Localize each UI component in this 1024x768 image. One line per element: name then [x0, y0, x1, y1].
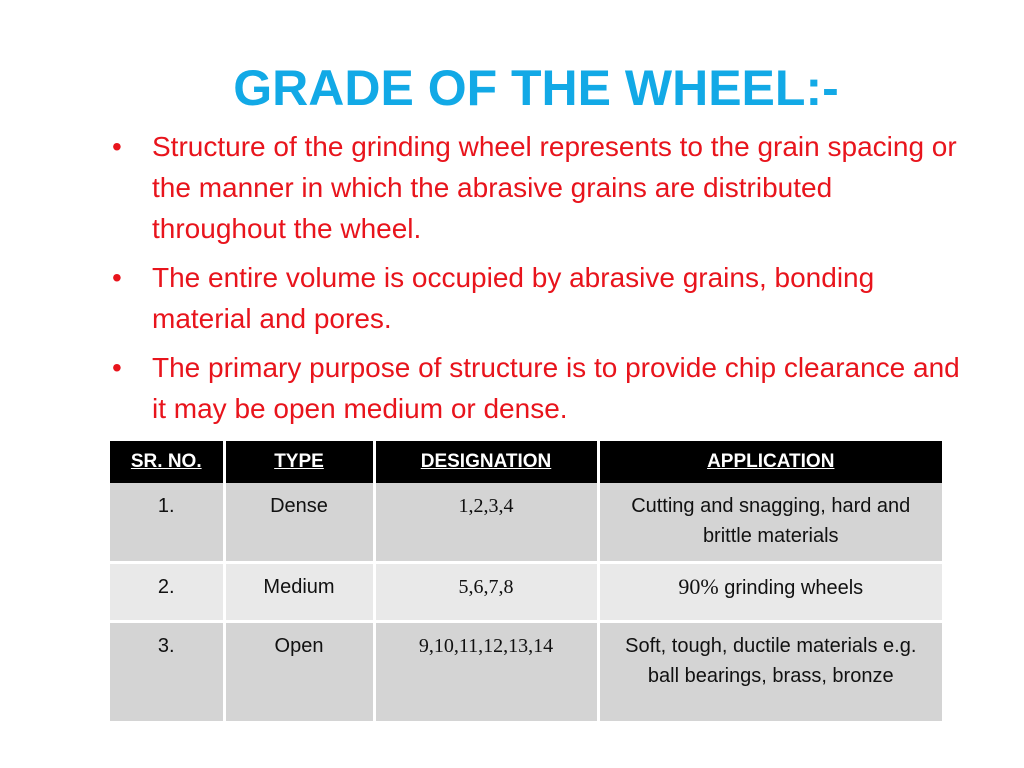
- cell-application: Cutting and snagging, hard and brittle materials: [598, 483, 942, 563]
- application-text: grinding wheels: [718, 577, 864, 599]
- cell-sr: 3.: [110, 622, 224, 723]
- cell-type: Open: [224, 622, 374, 723]
- header-sr-no: SR. NO.: [110, 441, 224, 483]
- table-row: [110, 483, 942, 563]
- bullet-item: [108, 126, 968, 249]
- bullet-text: The primary purpose of structure is to provide chip clearance and it may be open medium or dense.: [152, 352, 960, 424]
- table-row: [110, 563, 942, 622]
- cell-application: [598, 563, 942, 622]
- bullet-item: [108, 347, 968, 429]
- cell-designation: 1,2,3,4: [374, 483, 598, 563]
- table-row: [110, 622, 942, 723]
- slide-title: GRADE OF THE WHEEL:-: [233, 60, 839, 116]
- cell-sr: 2.: [110, 563, 224, 622]
- cell-designation: 5,6,7,8: [374, 563, 598, 622]
- bullet-dot-icon: •: [112, 352, 122, 383]
- bullet-text: Structure of the grinding wheel represents to the grain spacing or the manner in which the abrasive grains are distributed throughout the wheel.: [152, 131, 957, 244]
- cell-application: Soft, tough, ductile materials e.g. ball bearings, brass, bronze: [598, 622, 942, 723]
- structure-table: [110, 441, 942, 724]
- header-designation: DESIGNATION: [374, 441, 598, 483]
- cell-sr: 1.: [110, 483, 224, 563]
- bullet-dot-icon: •: [112, 131, 122, 162]
- application-percent: 90%: [678, 574, 719, 599]
- bullet-list: [108, 126, 968, 437]
- cell-type: Medium: [224, 563, 374, 622]
- cell-designation: 9,10,11,12,13,14: [374, 622, 598, 723]
- bullet-text: The entire volume is occupied by abrasive grains, bonding material and pores.: [152, 262, 875, 334]
- bullet-dot-icon: •: [112, 262, 122, 293]
- bullet-item: [108, 257, 968, 339]
- header-type: TYPE: [224, 441, 374, 483]
- header-application: APPLICATION: [598, 441, 942, 483]
- cell-type: Dense: [224, 483, 374, 563]
- table-header-row: [110, 441, 942, 483]
